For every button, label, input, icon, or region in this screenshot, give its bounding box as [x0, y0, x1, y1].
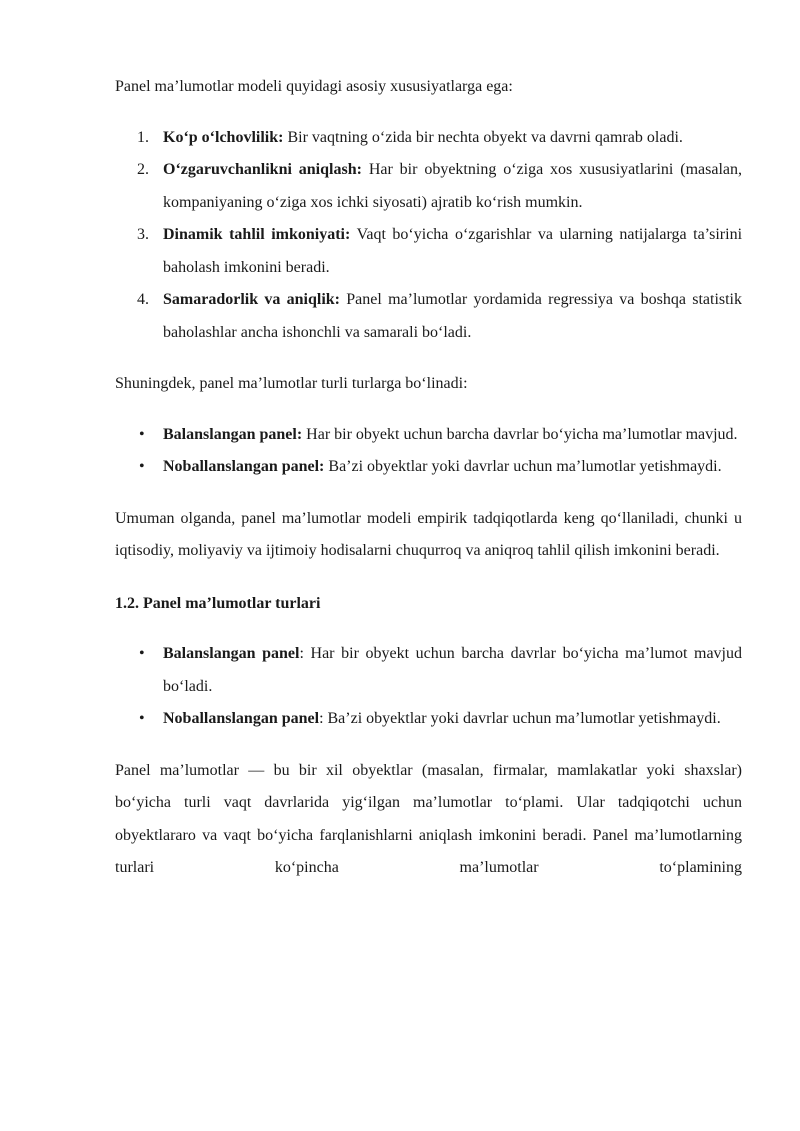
- bullet-icon: •: [139, 645, 145, 662]
- item-title: O‘zgaruvchanlikni aniqlash:: [163, 161, 362, 178]
- item-title: Balanslangan panel: [163, 645, 300, 662]
- item-title: Noballanslangan panel: [163, 710, 320, 727]
- list-item: [115, 703, 742, 736]
- list-number: 1.: [137, 128, 149, 146]
- types-intro-paragraph: Shuningdek, panel ma’lumotlar turli turlarga bo‘linadi:: [115, 375, 468, 392]
- section-types-list: [115, 638, 742, 736]
- item-text: Har bir obyekt uchun barcha davrlar bo‘yicha ma’lumotlar mavjud.: [302, 425, 738, 443]
- bullet-icon: •: [139, 425, 145, 443]
- item-text: : Har bir obyekt uchun barcha davrlar bo‘yicha ma’lumot mavjud bo‘ladi.: [163, 645, 743, 695]
- list-number: 3.: [137, 226, 149, 243]
- item-text: Vaqt bo‘yicha o‘zgarishlar va ularning natijalarga ta’sirini baholash imkonini beradi.: [163, 226, 743, 276]
- bullet-icon: •: [139, 458, 145, 475]
- item-title: Samaradorlik va aniqlik:: [163, 291, 341, 308]
- intro-paragraph: Panel ma’lumotlar modeli quyidagi asosiy xususiyatlarga ega:: [115, 78, 513, 95]
- item-text: Ba’zi obyektlar yoki davrlar uchun ma’lumotlar yetishmaydi.: [324, 458, 722, 475]
- list-item: [115, 284, 742, 349]
- list-item: [115, 451, 742, 484]
- list-number: 2.: [137, 161, 149, 178]
- list-item: [115, 122, 742, 155]
- item-title: Balanslangan panel:: [163, 425, 303, 443]
- item-text: : Ba’zi obyektlar yoki davrlar uchun ma’lumotlar yetishmaydi.: [319, 710, 721, 727]
- item-title: Noballanslangan panel:: [163, 458, 325, 475]
- item-text: Panel ma’lumotlar yordamida regressiya va boshqa statistik baholashlar ancha ishonchli va samarali bo‘ladi.: [163, 291, 742, 341]
- item-text: Har bir obyektning o‘ziga xos xususiyatlarini (masalan, kompaniyaning o‘ziga xos ichki siyosati) ajratib ko‘rish mumkin.: [163, 161, 743, 211]
- list-item: [115, 419, 742, 452]
- item-text: Bir vaqtning o‘zida bir nechta obyekt va davrni qamrab oladi.: [283, 128, 683, 146]
- closing-paragraph: Panel ma’lumotlar — bu bir xil obyektlar (masalan, firmalar, mamlakatlar yoki shaxslar) bo‘yicha turli vaqt davrlarida yig‘ilgan ma’lumotlar to‘plami. Ular tadqiqotchi uchun obyektlararo va vaqt bo‘yicha farqlanishlarni aniqlash imkonini beradi. Panel ma’lumotlarning turlari ko‘pincha ma’lumotlar to‘plamining: [115, 761, 742, 876]
- list-item: [115, 638, 742, 703]
- item-title: Ko‘p o‘lchovlilik:: [163, 128, 284, 146]
- item-title: Dinamik tahlil imkoniyati:: [163, 226, 351, 243]
- list-item: [115, 219, 742, 284]
- types-list: [115, 419, 742, 484]
- features-list: [115, 122, 742, 350]
- list-item: [115, 154, 742, 219]
- list-number: 4.: [137, 291, 149, 308]
- summary-paragraph: Umuman olganda, panel ma’lumotlar modeli empirik tadqiqotlarda keng qo‘llaniladi, chunki u iqtisodiy, moliyaviy va ijtimoiy hodisalarni chuqurroq va aniqroq tahlil qilish imkonini beradi.: [115, 509, 742, 559]
- section-heading: 1.2. Panel ma’lumotlar turlari: [115, 594, 321, 612]
- document-page: [115, 71, 742, 885]
- bullet-icon: •: [139, 710, 145, 727]
